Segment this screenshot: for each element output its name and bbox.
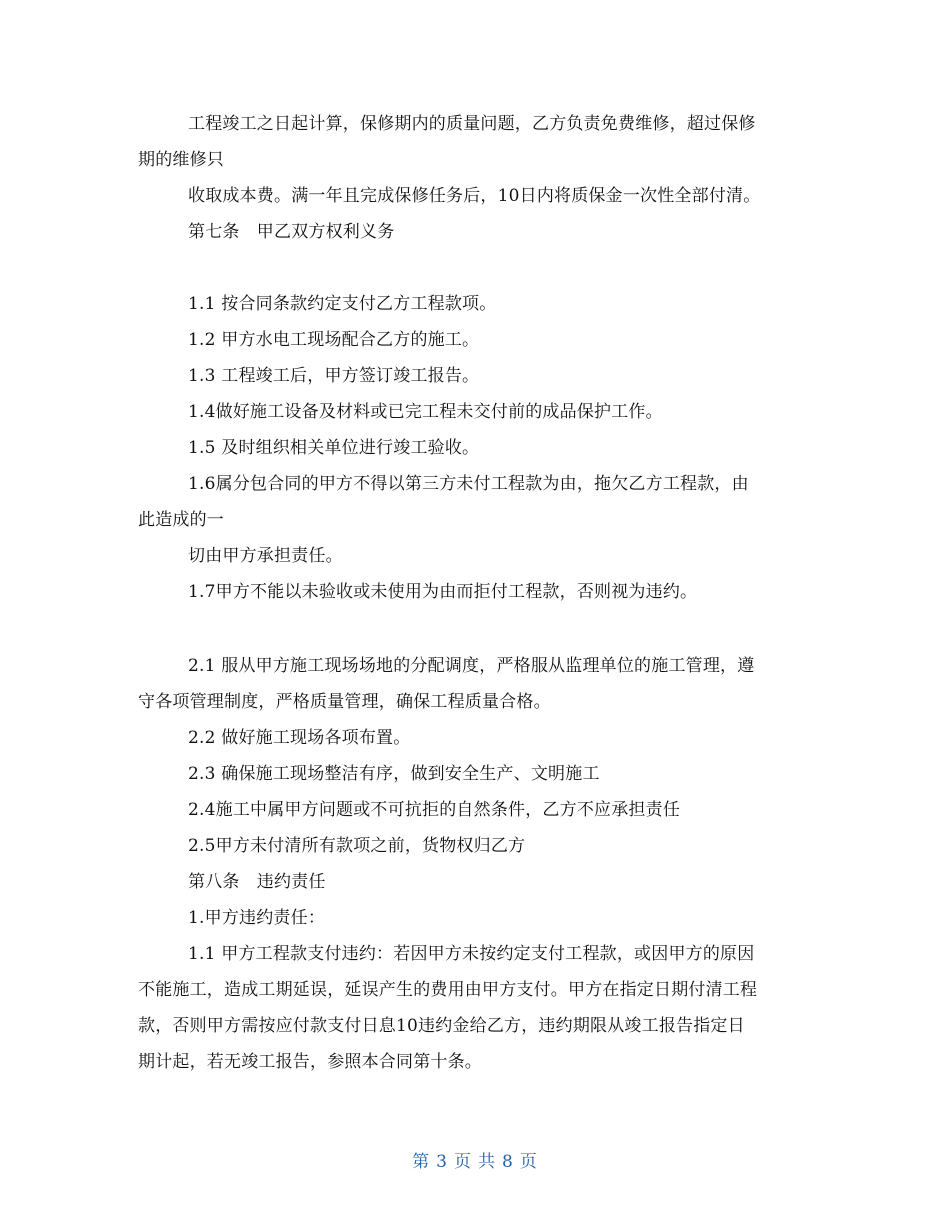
page-footer — [0, 1152, 950, 1172]
footer-gong: 共 — [478, 1152, 496, 1172]
text-line: 1.1 甲方工程款支付违约：若因甲方未按约定支付工程款，或因甲方的原因 — [188, 944, 755, 964]
text-line: 收取成本费。满一年且完成保修任务后，10日内将质保金一次性全部付清。 — [188, 186, 761, 206]
footer-di: 第 — [412, 1152, 431, 1172]
text-line: 2.4施工中属甲方问题或不可抗拒的自然条件，乙方不应承担责任 — [188, 800, 681, 820]
text-line: 2.3 确保施工现场整洁有序，做到安全生产、文明施工 — [188, 764, 600, 784]
text-line: 守各项管理制度，严格质量管理，确保工程质量合格。 — [138, 692, 551, 712]
text-line: 期的维修只 — [138, 150, 224, 170]
footer-current-page: 3 — [436, 1152, 448, 1172]
text-line: 2.5甲方未付清所有款项之前，货物权归乙方 — [188, 836, 526, 856]
text-line: 切由甲方承担责任。 — [188, 546, 343, 566]
article-heading: 第八条 违约责任 — [188, 872, 326, 892]
text-line: 款，否则甲方需按应付款支付日息10违约金给乙方，违约期限从竣工报告指定日 — [138, 1016, 745, 1036]
text-line: 2.2 做好施工现场各项布置。 — [188, 728, 411, 748]
article-heading: 第七条 甲乙双方权利义务 — [188, 222, 395, 242]
text-line: 2.1 服从甲方施工现场场地的分配调度，严格服从监理单位的施工管理，遵 — [188, 656, 755, 676]
text-line: 1.甲方违约责任： — [188, 908, 326, 928]
text-line: 1.5 及时组织相关单位进行竣工验收。 — [188, 438, 480, 458]
text-line: 此造成的一 — [138, 510, 224, 530]
text-line: 1.2 甲方水电工现场配合乙方的施工。 — [188, 330, 480, 350]
text-line: 1.1 按合同条款约定支付乙方工程款项。 — [188, 294, 497, 314]
text-line: 工程竣工之日起计算，保修期内的质量问题，乙方负责免费维修，超过保修 — [188, 114, 756, 134]
text-line: 1.6属分包合同的甲方不得以第三方未付工程款为由，拖欠乙方工程款，由 — [188, 474, 749, 494]
text-line: 不能施工，造成工期延误，延误产生的费用由甲方支付。甲方在指定日期付清工程 — [138, 980, 758, 1000]
text-line: 1.4做好施工设备及材料或已完工程未交付前的成品保护工作。 — [188, 402, 663, 422]
footer-ye: 页 — [454, 1152, 472, 1172]
footer-total-pages: 8 — [502, 1152, 514, 1172]
text-line: 1.3 工程竣工后，甲方签订竣工报告。 — [188, 366, 480, 386]
text-line: 1.7甲方不能以未验收或未使用为由而拒付工程款，否则视为违约。 — [188, 582, 698, 602]
footer-ye: 页 — [519, 1152, 538, 1172]
text-line: 期计起，若无竣工报告，参照本合同第十条。 — [138, 1052, 482, 1072]
